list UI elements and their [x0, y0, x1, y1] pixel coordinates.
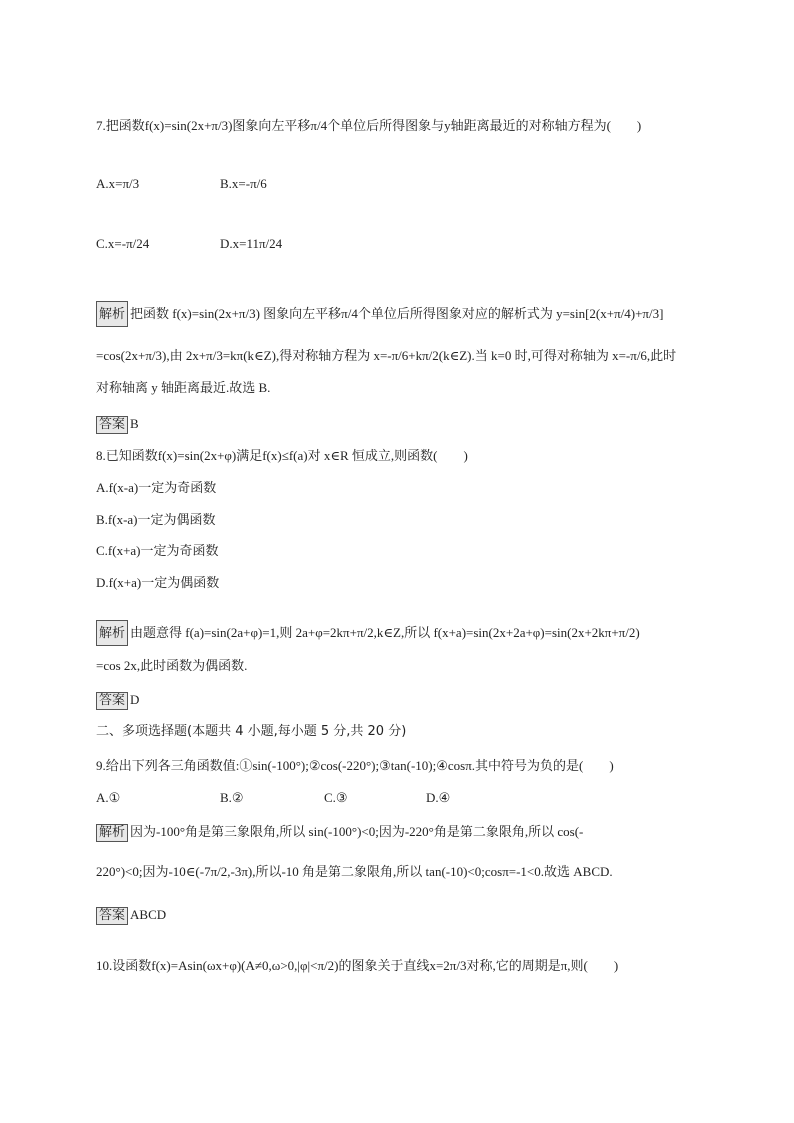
q7-analysis-text-1: 把函数 f(x)=sin(2x+π/3) 图象向左平移π/4个单位后所得图象对应的解析式为 y=sin[2(x+π/4)+π/3]	[130, 306, 664, 321]
analysis-label: 解析	[96, 620, 128, 646]
section-title: 二、多项选择题(本题共 4 小题,每小题 5 分,共 20 分)	[96, 724, 407, 739]
q9-analysis-text-1: 因为-100°角是第三象限角,所以 sin(-100°)<0;因为-220°角是第二象限角,所以 cos(-	[130, 824, 584, 839]
q7-answer-value: B	[130, 416, 139, 431]
q9-option-c: C.③	[324, 790, 348, 805]
q9-analysis-line-2: 220°)<0;因为-10∈(-7π/2,-3π),所以-10 角是第二象限角,所以 tan(-10)<0;cosπ=-1<0.故选 ABCD.	[96, 864, 613, 879]
q9-option-b: B.②	[220, 790, 244, 805]
q9-answer-value: ABCD	[130, 907, 167, 922]
q9-option-d: D.④	[426, 790, 451, 805]
q8-option-a: A.f(x-a)一定为奇函数	[96, 480, 217, 495]
q7-option-a: A.x=π/3	[96, 176, 140, 191]
q8-analysis-line-1	[96, 620, 640, 646]
q8-stem: 8.已知函数f(x)=sin(2x+φ)满足f(x)≤f(a)对 x∈R 恒成立,则函数( )	[96, 448, 468, 463]
answer-label: 答案	[96, 692, 128, 710]
q7-option-b: B.x=-π/6	[220, 176, 267, 191]
q9-analysis-line-1	[96, 822, 583, 842]
q8-answer-value: D	[130, 692, 140, 707]
q7-analysis-line-1	[96, 301, 663, 327]
q7-option-d: D.x=11π/24	[220, 236, 283, 251]
q8-answer	[96, 690, 139, 710]
q8-analysis-line-2: =cos 2x,此时函数为偶函数.	[96, 658, 248, 673]
q7-option-c: C.x=-π/24	[96, 236, 150, 251]
answer-label: 答案	[96, 416, 128, 434]
q8-option-d: D.f(x+a)一定为偶函数	[96, 575, 220, 590]
q7-stem: 7.把函数f(x)=sin(2x+π/3)图象向左平移π/4个单位后所得图象与y轴距离最近的对称轴方程为( )	[96, 118, 642, 133]
q10-stem: 10.设函数f(x)=Asin(ωx+φ)(A≠0,ω>0,|φ|<π/2)的图象关于直线x=2π/3对称,它的周期是π,则( )	[96, 958, 619, 973]
q8-option-b: B.f(x-a)一定为偶函数	[96, 512, 216, 527]
q7-analysis-line-3: 对称轴离 y 轴距离最近.故选 B.	[96, 380, 271, 395]
q9-answer	[96, 905, 166, 925]
q9-stem: 9.给出下列各三角函数值:①sin(-100°);②cos(-220°);③tan(-10);④cosπ.其中符号为负的是( )	[96, 758, 614, 773]
q8-analysis-text-1: 由题意得 f(a)=sin(2a+φ)=1,则 2a+φ=2kπ+π/2,k∈Z,所以 f(x+a)=sin(2x+2a+φ)=sin(2x+2kπ+π/2)	[130, 625, 640, 640]
q7-analysis-line-2: =cos(2x+π/3),由 2x+π/3=kπ(k∈Z),得对称轴方程为 x=-π/6+kπ/2(k∈Z).当 k=0 时,可得对称轴为 x=-π/6,此时	[96, 348, 677, 363]
analysis-label: 解析	[96, 824, 128, 842]
q9-option-a: A.①	[96, 790, 121, 805]
answer-label: 答案	[96, 907, 128, 925]
q8-option-c: C.f(x+a)一定为奇函数	[96, 543, 219, 558]
analysis-label: 解析	[96, 301, 128, 327]
q7-answer	[96, 414, 139, 434]
